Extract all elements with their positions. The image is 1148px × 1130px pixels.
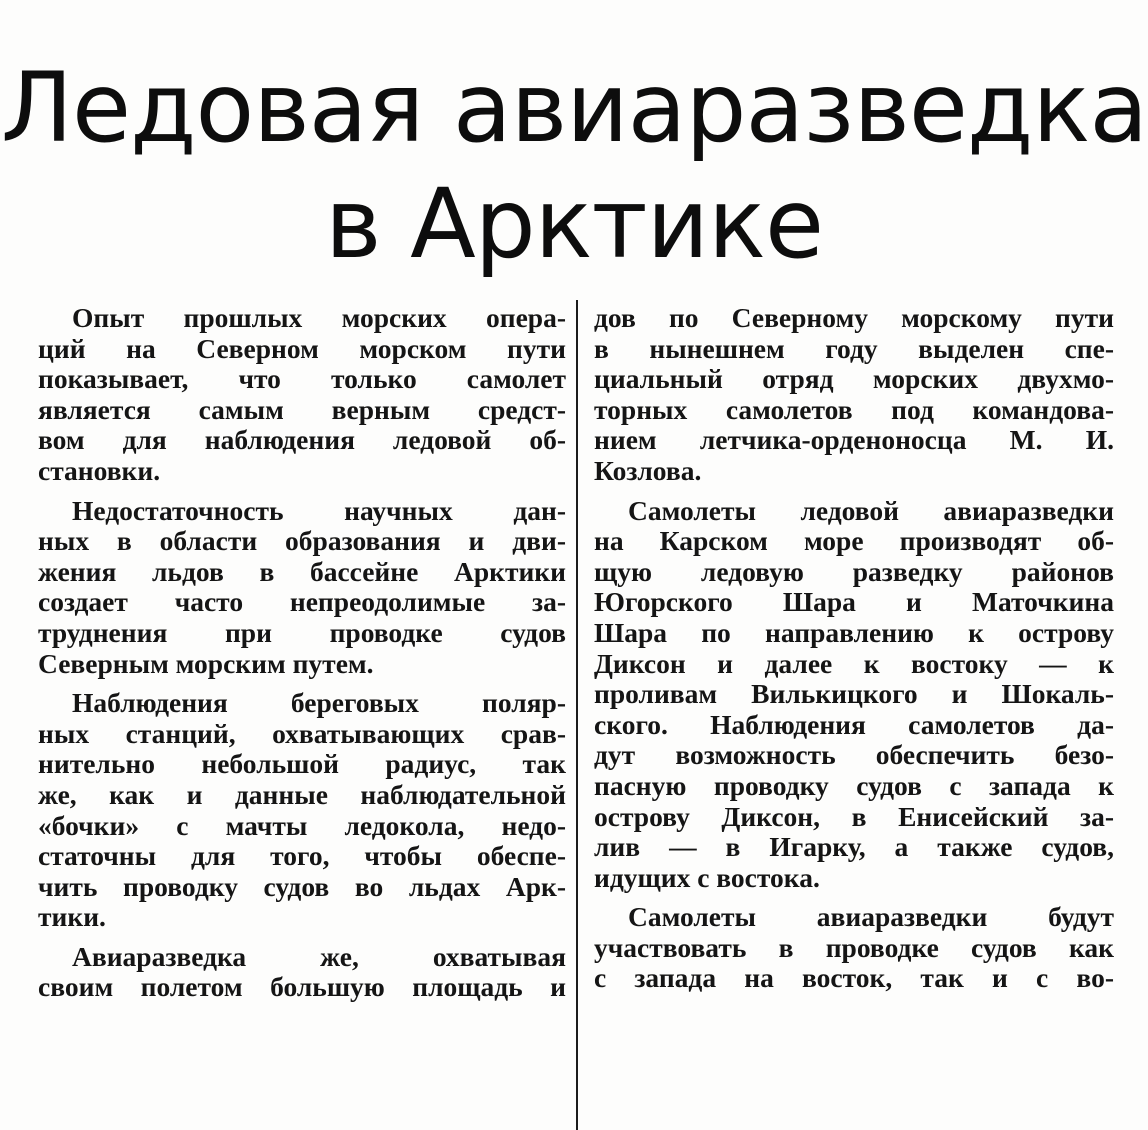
text-line: Самолеты авиаразведки будут — [628, 902, 1114, 933]
text-line: Шара по направлению к острову — [594, 617, 1114, 648]
text-line: ных в области образования и дви- — [38, 526, 566, 557]
text-line: циальный отряд морских двухмо- — [594, 364, 1114, 395]
text-line: в нынешнем году выделен спе- — [594, 333, 1114, 364]
text-line: Опыт прошлых морских опера- — [72, 303, 566, 333]
text-line: участвовать в проводке судов как — [594, 932, 1114, 963]
text-line: своим полетом большую площадь и — [38, 972, 566, 1003]
text-line: нием летчика-орденоносца М. И. — [594, 425, 1114, 456]
text-line: Недостаточность научных дан- — [72, 495, 566, 526]
text-line: является самым верным средст- — [38, 394, 566, 425]
text-line: создает часто непреодолимые за- — [38, 587, 566, 618]
text-line: ций на Северном морском пути — [38, 333, 566, 364]
text-line: чить проводку судов во льдах Арк- — [38, 871, 566, 902]
paragraph — [38, 942, 566, 1003]
article-column-left — [38, 303, 566, 1012]
text-line: же, как и данные наблюдательной — [38, 779, 566, 810]
article-column-right — [594, 303, 1114, 1003]
paragraph — [38, 688, 566, 933]
text-line: дут возможность обеспечить безо- — [594, 740, 1114, 771]
text-line: жения льдов в бассейне Арктики — [38, 556, 566, 587]
text-line: на Карском море производят об- — [594, 526, 1114, 557]
paragraph — [594, 902, 1114, 994]
text-line: «бочки» с мачты ледокола, недо- — [38, 810, 566, 841]
text-line: ных станций, охватывающих срав- — [38, 718, 566, 749]
text-line: щую ледовую разведку районов — [594, 556, 1114, 587]
text-line: ского. Наблюдения самолетов да- — [594, 709, 1114, 740]
text-line: Козлова. — [594, 455, 702, 486]
text-line: Самолеты ледовой авиаразведки — [628, 495, 1114, 526]
text-line: тики. — [38, 902, 106, 933]
text-line: статочны для того, чтобы обеспе- — [38, 841, 566, 872]
text-line: Наблюдения береговых поляр- — [72, 688, 566, 719]
headline-line-1: Ледовая авиаразведка — [0, 52, 1148, 164]
text-line: труднения при проводке судов — [38, 617, 566, 648]
text-line: с запада на восток, так и с во- — [594, 963, 1114, 994]
paragraph — [594, 303, 1114, 487]
text-line: Северным морским путем. — [38, 648, 374, 679]
text-line: нительно небольшой радиус, так — [38, 749, 566, 780]
text-line: идущих с востока. — [594, 862, 820, 893]
text-line: Авиаразведка же, охватывая — [72, 941, 566, 972]
paragraph — [38, 303, 566, 487]
text-line: вом для наблюдения ледовой об- — [38, 425, 566, 456]
text-line: показывает, что только самолет — [38, 364, 566, 395]
text-line: острову Диксон, в Енисейский за- — [594, 801, 1114, 832]
text-line: дов по Северному морскому пути — [594, 303, 1114, 333]
column-divider — [576, 300, 578, 1130]
text-line: проливам Вилькицкого и Шокаль- — [594, 679, 1114, 710]
text-line: Диксон и далее к востоку — к — [594, 648, 1114, 679]
text-line: лив — в Игарку, а также судов, — [594, 832, 1114, 863]
text-line: пасную проводку судов с запада к — [594, 770, 1114, 801]
text-line: торных самолетов под командова- — [594, 394, 1114, 425]
paragraph — [38, 496, 566, 680]
text-line: становки. — [38, 455, 161, 486]
headline-line-2: в Арктике — [324, 168, 824, 280]
paragraph — [594, 496, 1114, 894]
text-line: Югорского Шара и Маточкина — [594, 587, 1114, 618]
